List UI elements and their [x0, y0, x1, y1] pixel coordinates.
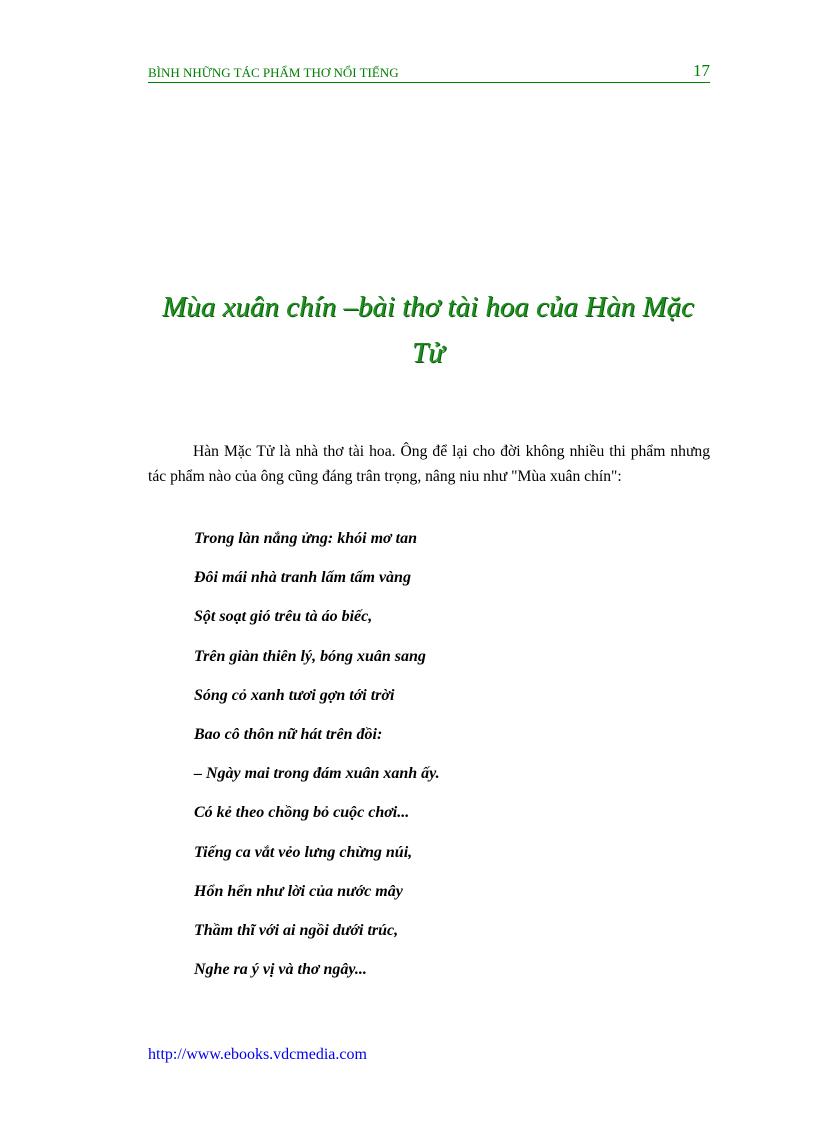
intro-paragraph: Hàn Mặc Tử là nhà thơ tài hoa. Ông để lại cho đời không nhiều thi phẩm nhưng tác phẩm nào của ông cũng đáng trân trọng, nâng niu như "Mùa xuân chín":	[148, 443, 710, 485]
poem-line: – Ngày mai trong đám xuân xanh ấy.	[194, 765, 440, 783]
poem-line: Bao cô thôn nữ hát trên đồi:	[194, 725, 383, 743]
poem-line: Trong làn nắng ửng: khói mơ tan	[194, 530, 417, 547]
poem-line: Sột soạt gió trêu tà áo biếc,	[194, 608, 373, 626]
poem-stanza	[194, 530, 694, 1000]
article-title	[130, 284, 726, 376]
article-title-line-2: Tử	[412, 337, 444, 369]
poem-line: Đôi mái nhà tranh lấm tấm vàng	[194, 569, 411, 587]
poem-line: Hổn hển như lời của nước mây	[194, 882, 403, 900]
poem-line: Thầm thĩ với ai ngồi dưới trúc,	[194, 921, 399, 939]
page-header	[148, 62, 710, 83]
poem-line: Tiếng ca vắt vẻo lưng chừng núi,	[194, 843, 413, 861]
article-title-line-1: Mùa xuân chín –bài thơ tài hoa của Hàn Mặc	[162, 291, 694, 323]
poem-line: Trên giàn thiên lý, bóng xuân sang	[194, 647, 426, 665]
poem-line: Có kẻ theo chồng bỏ cuộc chơi...	[194, 804, 410, 822]
footer-website-link[interactable]: http://www.ebooks.vdcmedia.com	[148, 1046, 367, 1063]
page-number: 17	[693, 61, 710, 80]
header-title: BÌNH NHỮNG TÁC PHẨM THƠ NỔI TIẾNG	[148, 65, 399, 80]
poem-line: Nghe ra ý vị và thơ ngây...	[194, 961, 367, 979]
poem-line: Sóng cỏ xanh tươi gợn tới trời	[194, 686, 395, 704]
